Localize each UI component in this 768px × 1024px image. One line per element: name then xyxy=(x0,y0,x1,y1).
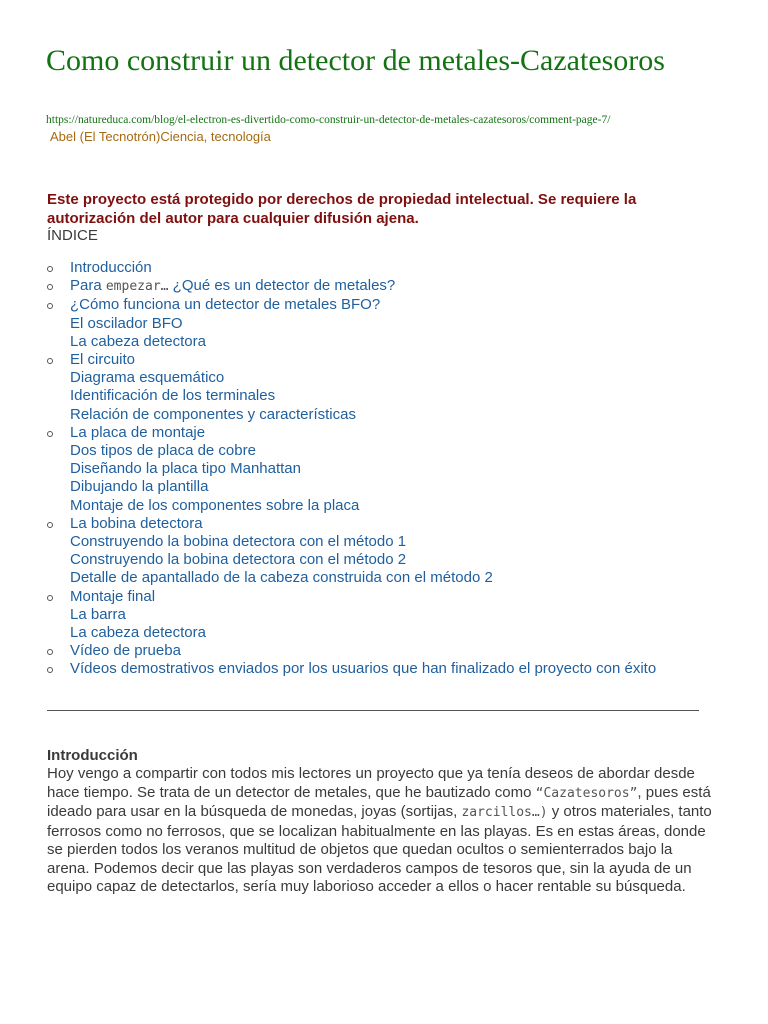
toc-link-text: Para xyxy=(70,277,106,295)
intro-paragraph xyxy=(47,765,717,897)
author-category-line[interactable]: Abel (El Tecnotrón)Ciencia, tecnología xyxy=(50,129,271,144)
bullet-icon xyxy=(47,595,53,601)
bullet-icon xyxy=(47,284,53,290)
copyright-notice: Este proyecto está protegido por derechos de propiedad intelectual. Se requiere la autorización del autor para cualquier difusión ajena. xyxy=(47,191,637,227)
toc-item xyxy=(47,588,727,643)
page-title: Como construir un detector de metales-Cazatesoros xyxy=(46,44,665,77)
paragraph-text: , pues está ideado para usar en la búsqueda de monedas, joyas (sortijas, xyxy=(47,783,711,820)
paragraph-text: “Cazatesoros” xyxy=(535,785,638,801)
toc-sublink[interactable]: La cabeza detectora xyxy=(70,624,206,642)
bullet-icon xyxy=(47,303,53,309)
toc-sublink[interactable]: Diagrama esquemático xyxy=(70,369,225,387)
toc-link-placa-montaje[interactable]: La placa de montaje xyxy=(70,423,206,441)
toc-sublink[interactable]: Montaje de los componentes sobre la placa xyxy=(70,496,360,514)
toc-sublink[interactable]: Relación de componentes y características xyxy=(70,405,356,423)
toc-item xyxy=(47,660,727,678)
toc-link-videos-usuarios[interactable]: Vídeos demostrativos enviados por los usuarios que han finalizado el proyecto con éxito xyxy=(70,660,657,678)
toc-item xyxy=(47,351,727,424)
toc-link-video-prueba[interactable]: Vídeo de prueba xyxy=(70,642,181,660)
toc-item xyxy=(47,424,727,515)
toc-item xyxy=(47,296,727,351)
toc-link-text: ¿Qué es un detector de metales? xyxy=(168,277,396,295)
bullet-icon xyxy=(47,522,53,528)
toc-link-bobina-detectora[interactable]: La bobina detectora xyxy=(70,514,203,532)
toc-sublink[interactable]: El oscilador BFO xyxy=(70,314,183,332)
toc-link-para-empezar[interactable] xyxy=(70,277,395,294)
toc-link-como-funciona[interactable]: ¿Cómo funciona un detector de metales BFO? xyxy=(70,296,381,314)
section-divider xyxy=(47,710,699,711)
intro-heading: Introducción xyxy=(47,747,138,764)
toc-sublink[interactable]: Diseñando la placa tipo Manhattan xyxy=(70,460,301,478)
toc-sublink[interactable]: Dos tipos de placa de cobre xyxy=(70,442,256,460)
bullet-icon xyxy=(47,649,53,655)
toc-sublink[interactable]: La barra xyxy=(70,605,126,623)
toc-link-introduccion[interactable]: Introducción xyxy=(70,259,152,276)
toc-sublink[interactable]: Identificación de los terminales xyxy=(70,387,276,405)
paragraph-text: y otros materiales, tanto ferrosos como no ferrosos, que se localizan habitualmente en las playas. Es en estas áreas, donde se pierden todos los veranos multitud de objetos que quedan ocultos o semienterrados bajo la arena. Podemos decir que las playas son verdaderos campos de tesoros que, sin la ayuda de un equipo capaz de detectarlos, sería muy laborioso acceder a ellos o hacer rentable su búsqueda. xyxy=(47,803,712,895)
table-of-contents xyxy=(47,259,727,679)
paragraph-text: zarcillos…) xyxy=(461,805,548,820)
bullet-icon xyxy=(47,667,53,673)
bullet-icon xyxy=(47,266,53,272)
toc-link-text: empezar… xyxy=(105,279,169,295)
toc-sublink[interactable]: Detalle de apantallado de la cabeza construida con el método 2 xyxy=(70,569,493,587)
toc-item xyxy=(47,642,727,660)
index-heading: ÍNDICE xyxy=(47,227,98,244)
toc-item xyxy=(47,515,727,588)
toc-link-montaje-final[interactable]: Montaje final xyxy=(70,587,156,605)
toc-sublink[interactable]: Construyendo la bobina detectora con el método 1 xyxy=(70,533,407,551)
toc-sublink[interactable]: Dibujando la plantilla xyxy=(70,478,209,496)
toc-sublink[interactable]: La cabeza detectora xyxy=(70,332,206,350)
bullet-icon xyxy=(47,431,53,437)
paragraph-text: Hoy vengo a compartir con todos mis lectores un proyecto que ya tenía deseos de abordar desde hace tiempo. Se trata de un detector de metales, que he bautizado como xyxy=(47,765,695,801)
toc-item xyxy=(47,277,727,296)
toc-link-el-circuito[interactable]: El circuito xyxy=(70,351,136,369)
toc-item xyxy=(47,259,727,277)
toc-sublink[interactable]: Construyendo la bobina detectora con el método 2 xyxy=(70,551,407,569)
bullet-icon xyxy=(47,358,53,364)
source-url[interactable]: https://natureduca.com/blog/el-electron-es-divertido-como-construir-un-detector-de-metales-cazatesoros/comment-page-7/ xyxy=(46,114,611,126)
